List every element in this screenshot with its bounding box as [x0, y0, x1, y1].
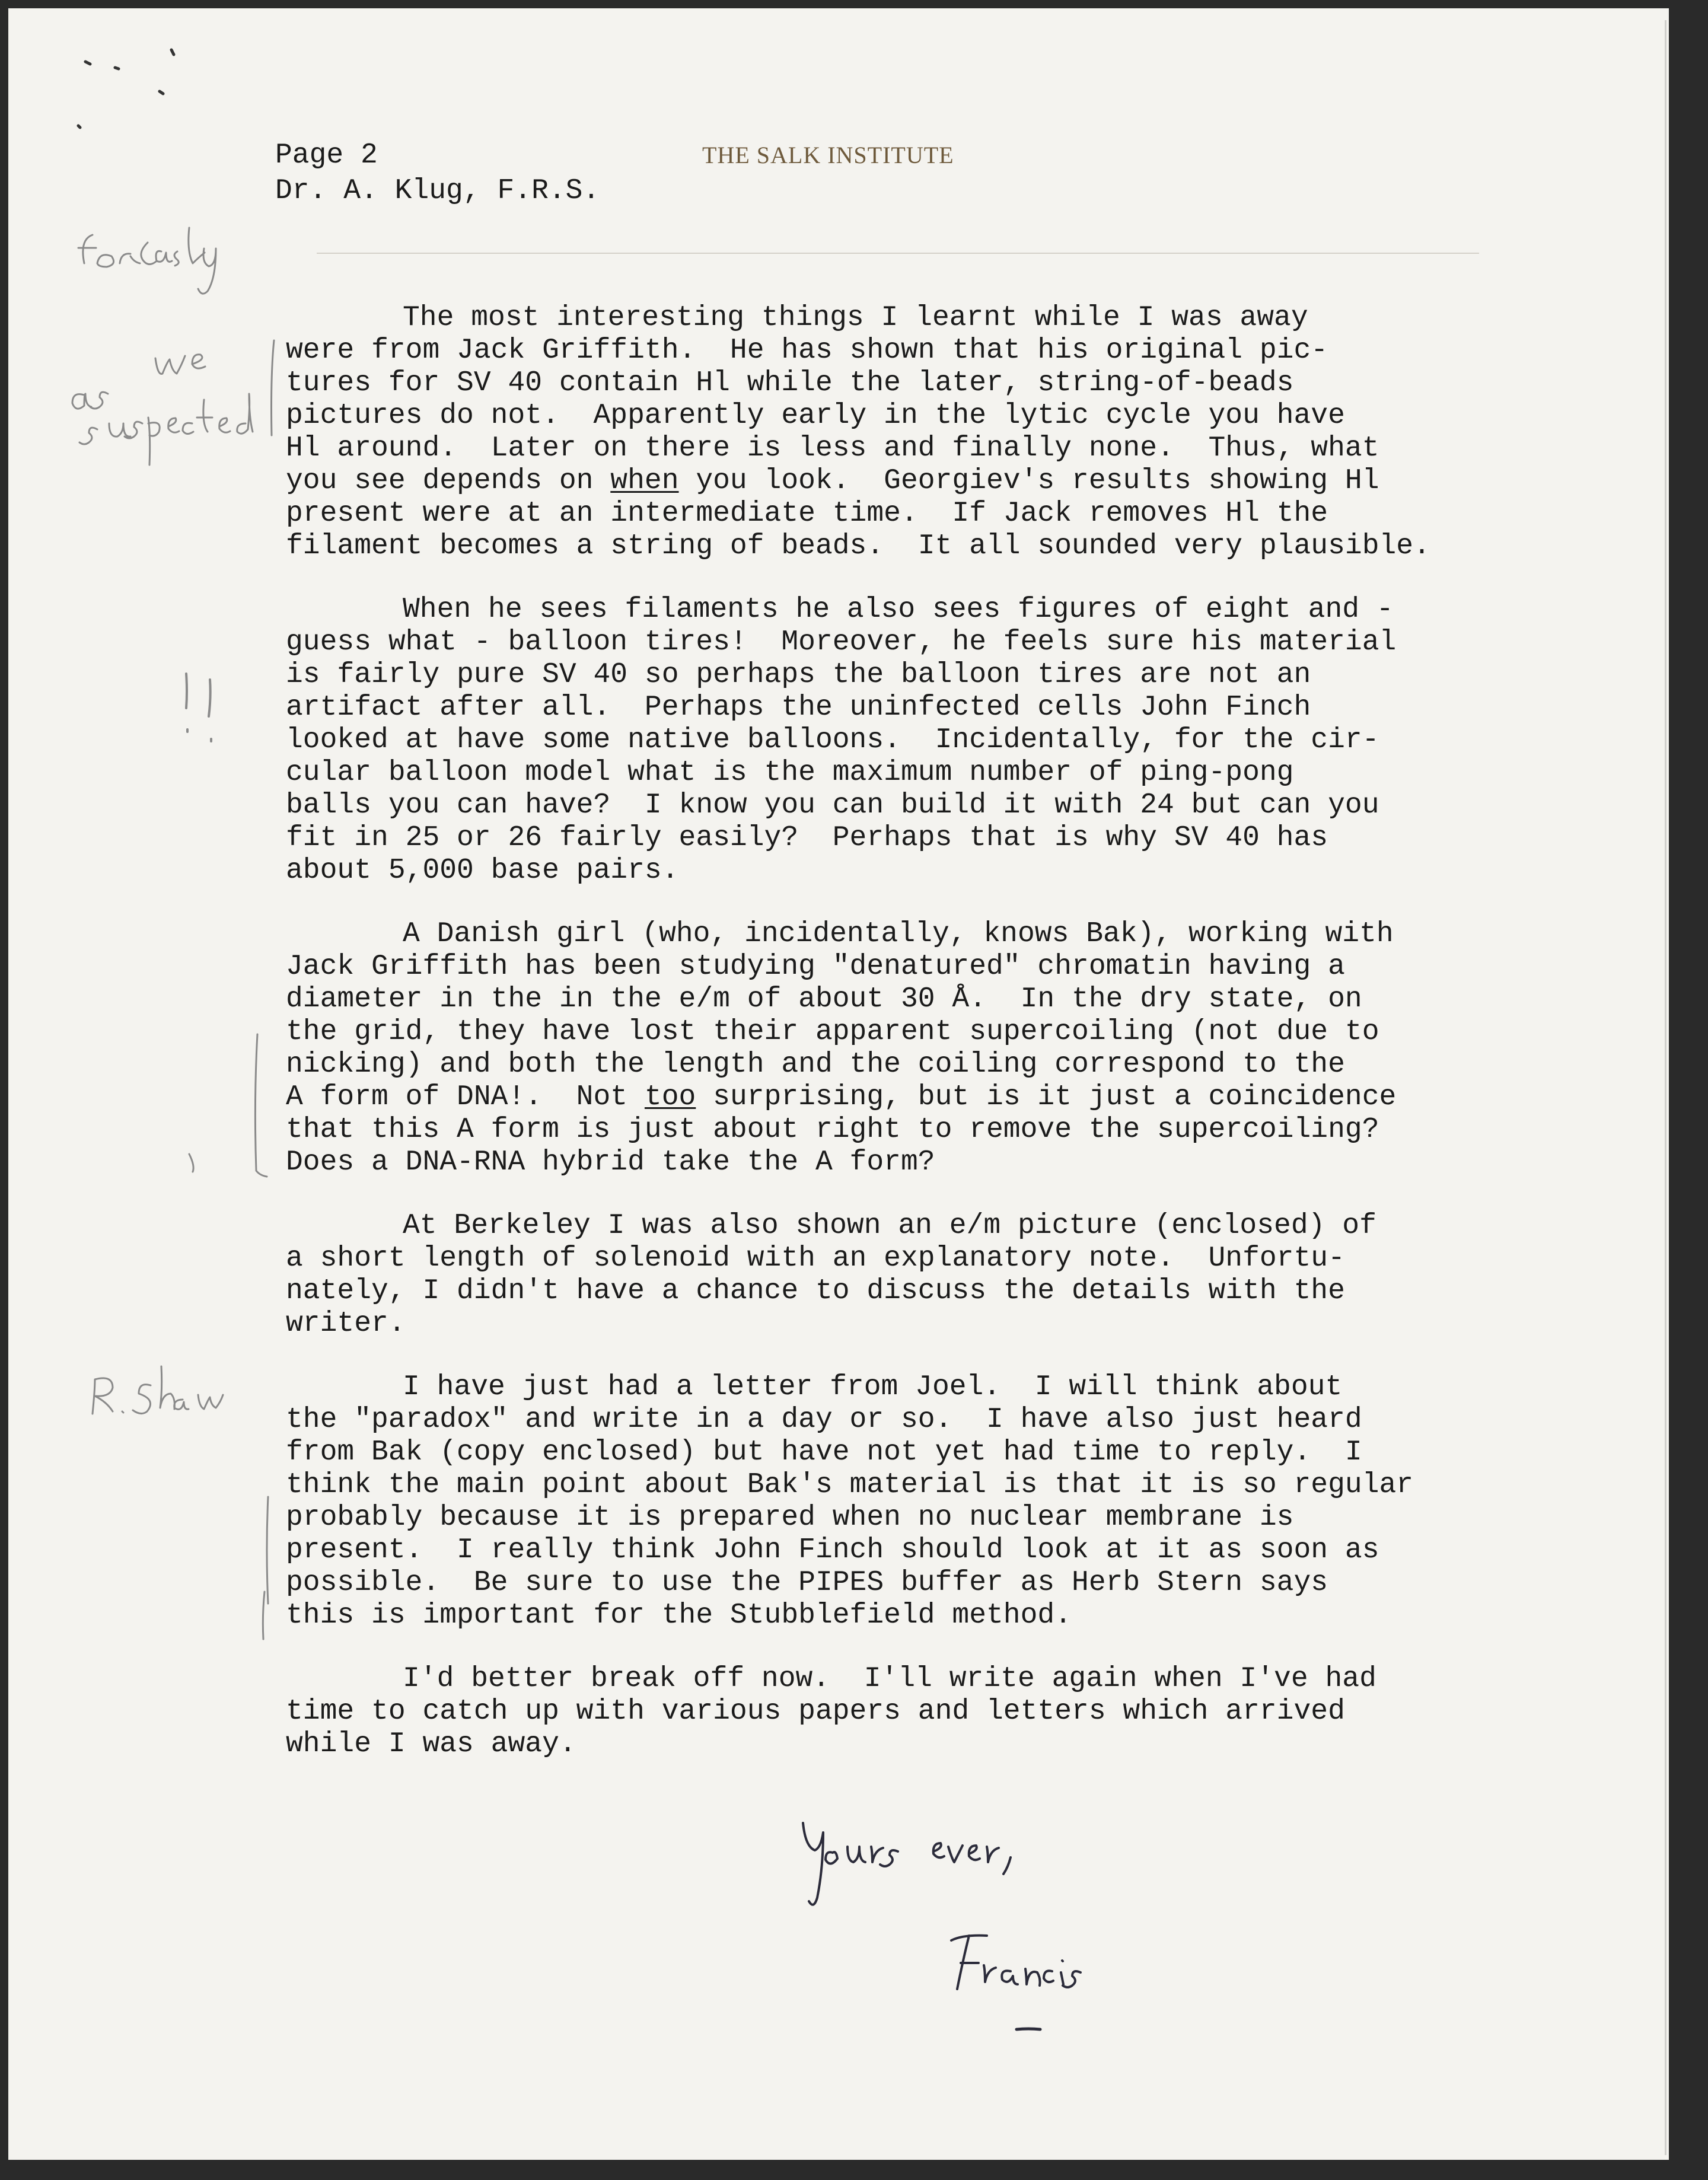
text-line: is fairly pure SV 40 so perhaps the balloon tires are not an	[286, 659, 1311, 691]
text-line: about 5,000 base pairs.	[286, 855, 679, 887]
text-line: while I was away.	[286, 1728, 576, 1760]
text-line: I'd better break off now. I'll write again when I've had	[403, 1663, 1376, 1695]
text-line: from Bak (copy enclosed) but have not yet had time to reply. I	[286, 1436, 1362, 1468]
text-line: A form of DNA!. Not too surprising, but is it just a coincidence	[286, 1081, 1397, 1113]
text-line: a short length of solenoid with an explanatory note. Unfortu-	[286, 1242, 1345, 1274]
text-line: Does a DNA-RNA hybrid take the A form?	[286, 1146, 935, 1178]
text-line: The most interesting things I learnt while I was away	[403, 302, 1308, 334]
text-line: guess what - balloon tires! Moreover, he feels sure his material	[286, 626, 1397, 658]
text-line: artifact after all. Perhaps the uninfected cells John Finch	[286, 691, 1311, 724]
recipient: Dr. A. Klug, F.R.S.	[275, 175, 600, 207]
text-line: diameter in the in the e/m of about 30 Å. In the dry state, on	[286, 983, 1362, 1015]
text-line: fit in 25 or 26 fairly easily? Perhaps that is why SV 40 has	[286, 822, 1328, 854]
text-line: filament becomes a string of beads. It all sounded very plausible.	[286, 530, 1430, 562]
text-line: probably because it is prepared when no nuclear membrane is	[286, 1502, 1294, 1534]
text-line: you see depends on when you look. Georgiev's results showing Hl	[286, 465, 1379, 497]
pencil-annotations	[72, 50, 274, 1639]
text-line: present. I really think John Finch should look at it as soon as	[286, 1534, 1379, 1566]
text-line: A Danish girl (who, incidentally, knows Bak), working with	[403, 918, 1394, 950]
text-line: this is important for the Stubblefield method.	[286, 1599, 1072, 1631]
text-line: possible. Be sure to use the PIPES buffer as Herb Stern says	[286, 1567, 1328, 1599]
text-line: the grid, they have lost their apparent supercoiling (not due to	[286, 1016, 1379, 1048]
text-line: time to catch up with various papers and letters which arrived	[286, 1695, 1345, 1728]
text-line: were from Jack Griffith. He has shown that his original pic-	[286, 334, 1328, 366]
text-line: At Berkeley I was also shown an e/m picture (enclosed) of	[403, 1210, 1376, 1242]
ink-closing-signature	[803, 1823, 1081, 2029]
text-line: cular balloon model what is the maximum number of ping-pong	[286, 757, 1294, 789]
text-line: looked at have some native balloons. Incidentally, for the cir-	[286, 724, 1379, 756]
text-line: When he sees filaments he also sees figures of eight and -	[403, 594, 1394, 626]
text-line: pictures do not. Apparently early in the lytic cycle you have	[286, 400, 1345, 432]
text-line: writer.	[286, 1308, 406, 1340]
text-line: tures for SV 40 contain Hl while the later, string-of-beads	[286, 367, 1294, 399]
letterhead-institution: THE SALK INSTITUTE	[702, 142, 954, 168]
text-line: balls you can have? I know you can build it with 24 but can you	[286, 789, 1379, 821]
page-number: Page 2	[275, 139, 378, 171]
underlined-word: when	[610, 465, 679, 497]
text-line: that this A form is just about right to remove the supercoiling?	[286, 1114, 1379, 1146]
text-line: the "paradox" and write in a day or so. I have also just heard	[286, 1404, 1362, 1436]
text-line: nicking) and both the length and the coiling correspond to the	[286, 1048, 1345, 1081]
text-line: think the main point about Bak's material is that it is so regular	[286, 1469, 1414, 1501]
text-line: Hl around. Later on there is less and finally none. Thus, what	[286, 432, 1379, 464]
text-line: present were at an intermediate time. If Jack removes Hl the	[286, 498, 1328, 530]
text-line: I have just had a letter from Joel. I will think about	[403, 1371, 1343, 1403]
text-line: Jack Griffith has been studying "denatured" chromatin having a	[286, 951, 1345, 983]
text-line: nately, I didn't have a chance to discuss the details with the	[286, 1275, 1345, 1307]
letter-sheet	[8, 8, 1669, 2160]
underlined-word: too	[644, 1081, 696, 1113]
handwriting-ink	[8, 8, 1669, 2160]
